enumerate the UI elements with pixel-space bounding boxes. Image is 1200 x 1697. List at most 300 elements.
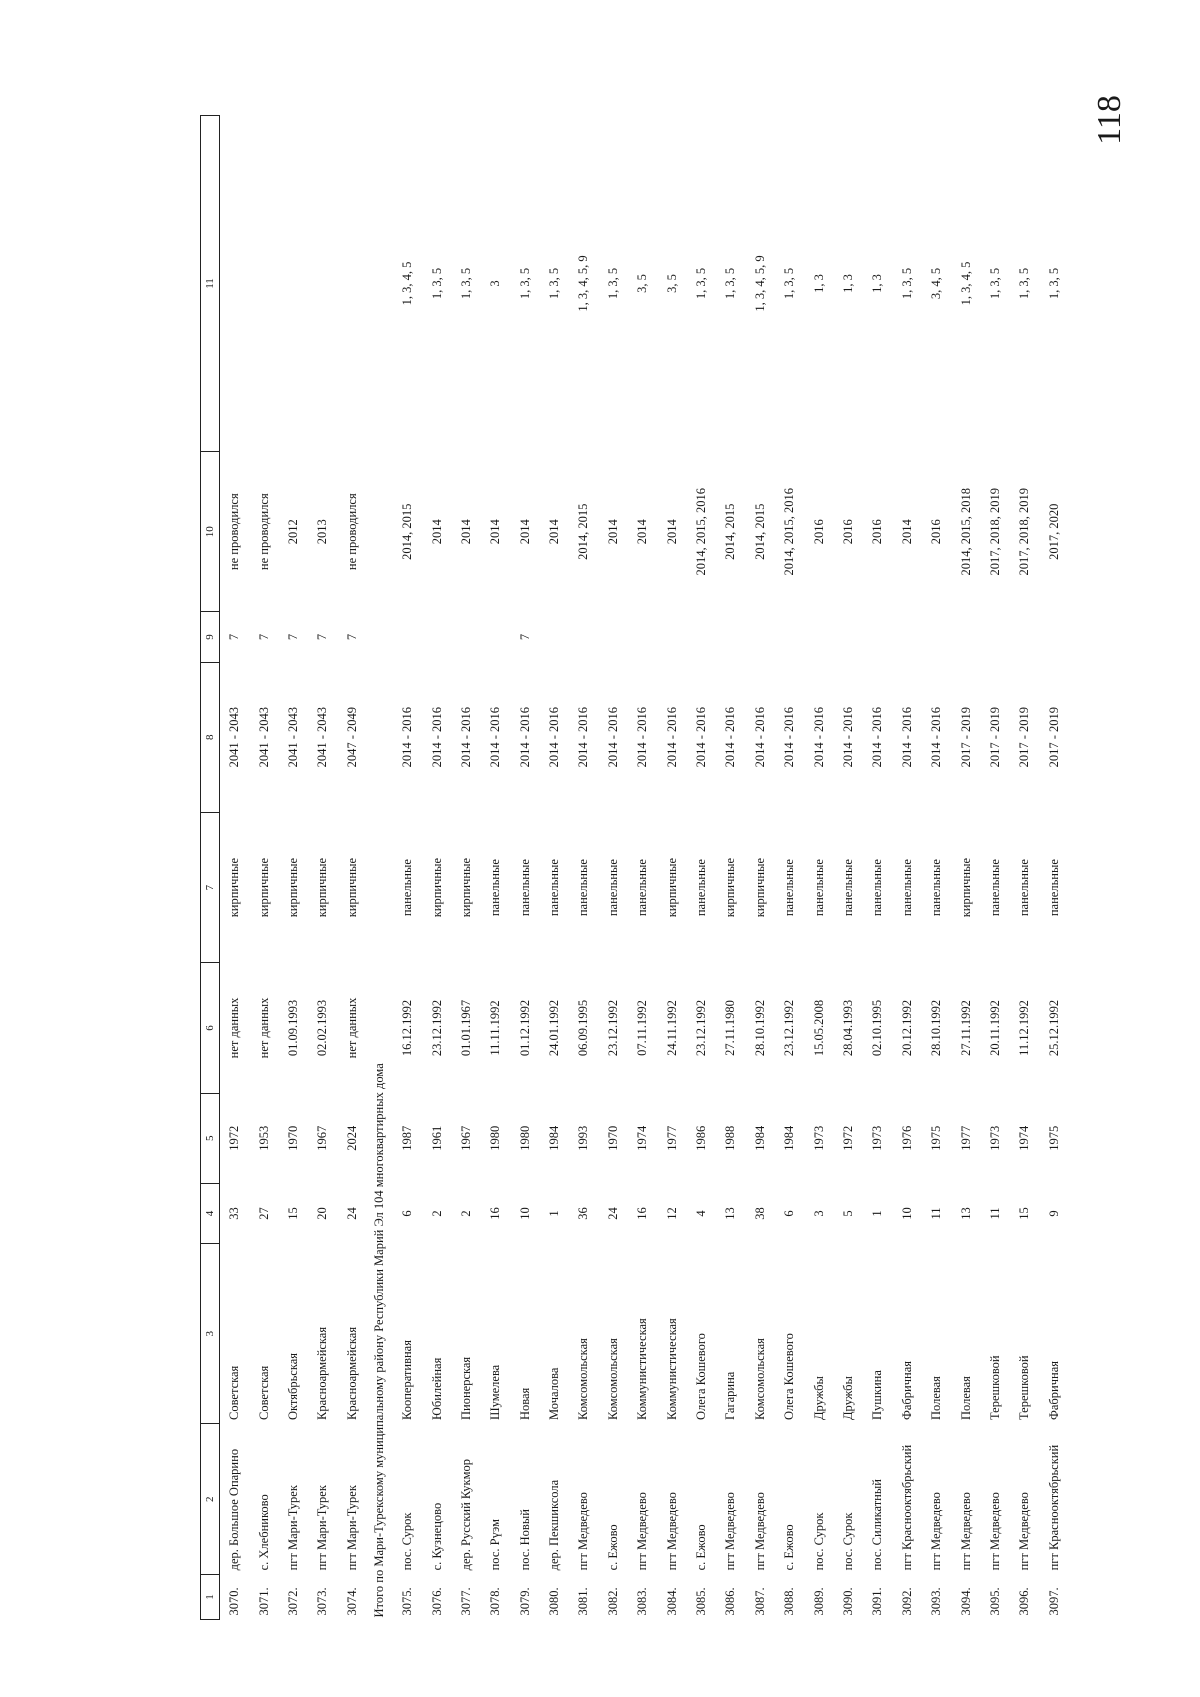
table-row — [569, 116, 598, 1620]
build-year: 1977 — [958, 1125, 973, 1151]
wall-material: кирпичные — [752, 857, 767, 918]
settlement-name: пгт Краснооктябрьский — [899, 1444, 914, 1571]
privatization-date: 02.02.1993 — [315, 999, 330, 1057]
settlement-name: пгт Медведево — [987, 1492, 1002, 1571]
privatization-date: 20.11.1992 — [987, 1000, 1002, 1056]
work-types: 1, 3, 5 — [694, 267, 709, 300]
table-row — [1040, 116, 1069, 1620]
work-types: 1, 3 — [811, 274, 826, 293]
house-number: 13 — [958, 1207, 973, 1220]
wall-material: кирпичные — [429, 857, 444, 918]
house-number: 12 — [664, 1207, 679, 1220]
col-9-value: 7 — [256, 633, 271, 641]
wall-material: кирпичные — [256, 857, 271, 918]
column-number-header: 4 — [201, 1183, 220, 1243]
settlement-name: пос. Рүэм — [488, 1518, 503, 1571]
house-number: 15 — [285, 1207, 300, 1220]
row-number: 3072. — [285, 1587, 300, 1616]
column-number-header: 11 — [201, 116, 220, 452]
repair-years: 2012 — [285, 519, 300, 545]
district-summary-text: Итого по Мари-Турекскому муниципальному району Республики Марий Эл 104 многоквартирных дома — [372, 1063, 387, 1618]
street-name: Мочалова — [547, 1367, 562, 1420]
build-year: 1984 — [547, 1125, 562, 1151]
row-number: 3095. — [987, 1587, 1002, 1616]
settlement-name: пгт Мари-Турек — [344, 1485, 359, 1571]
house-number: 2 — [458, 1210, 473, 1217]
col-9-value — [746, 612, 775, 662]
house-number: 1 — [547, 1210, 562, 1217]
wall-material: кирпичные — [664, 857, 679, 918]
street-name: Полевая — [929, 1376, 944, 1420]
house-number: 16 — [635, 1207, 650, 1220]
table-row — [922, 116, 951, 1620]
street-name: Советская — [227, 1365, 242, 1420]
wall-material: кирпичные — [958, 857, 973, 918]
repair-period: 2014 - 2016 — [517, 707, 532, 768]
row-number: 3089. — [811, 1587, 826, 1616]
wall-material: кирпичные — [344, 857, 359, 918]
column-number-header: 10 — [201, 451, 220, 611]
repair-years: 2014, 2015 — [723, 503, 738, 560]
repair-period: 2014 - 2016 — [723, 707, 738, 768]
column-number-header: 2 — [201, 1424, 220, 1574]
col-9-value: 7 — [517, 633, 532, 641]
column-number-header: 1 — [201, 1574, 220, 1619]
col-9-value — [569, 612, 598, 662]
privatization-date: 28.04.1993 — [841, 999, 855, 1057]
table-row — [746, 116, 775, 1620]
privatization-date: 27.11.1980 — [723, 1000, 738, 1056]
street-name: Дружбы — [841, 1376, 855, 1420]
work-types — [279, 116, 308, 452]
wall-material: кирпичные — [723, 857, 738, 918]
build-year: 1975 — [1046, 1125, 1061, 1151]
street-name: Терешковой — [1017, 1355, 1032, 1420]
table-row — [893, 116, 922, 1620]
table-row — [951, 116, 980, 1620]
street-name: Терешковой — [987, 1355, 1002, 1420]
work-types: 3, 5 — [664, 274, 679, 293]
table-row — [481, 116, 510, 1620]
wall-material: панельные — [547, 859, 562, 917]
house-number: 2 — [429, 1210, 444, 1217]
privatization-date: 27.11.1992 — [958, 1000, 973, 1056]
work-types: 1, 3 — [870, 274, 885, 293]
row-number: 3096. — [1017, 1587, 1032, 1616]
repair-period: 2014 - 2016 — [458, 707, 473, 768]
column-number-header: 3 — [201, 1244, 220, 1424]
col-9-value: 7 — [285, 633, 300, 641]
build-year: 1977 — [664, 1125, 679, 1151]
house-number: 16 — [488, 1207, 503, 1220]
col-9-value — [716, 612, 745, 662]
work-types: 1, 3, 5 — [899, 267, 914, 300]
house-number: 38 — [752, 1207, 767, 1220]
repair-period: 2014 - 2016 — [400, 707, 415, 768]
house-number: 27 — [256, 1207, 271, 1220]
col-9-value: 7 — [344, 633, 359, 641]
row-number: 3090. — [841, 1587, 855, 1616]
row-number: 3073. — [315, 1587, 330, 1616]
build-year: 1987 — [400, 1125, 415, 1151]
work-types: 1, 3, 5 — [723, 267, 738, 300]
table-row — [220, 116, 250, 1620]
column-number-header: 9 — [201, 612, 220, 662]
street-name: Советская — [256, 1365, 271, 1420]
street-name: Пушкина — [870, 1370, 885, 1420]
work-types: 1, 3 — [841, 274, 855, 293]
privatization-date: нет данных — [256, 997, 271, 1059]
wall-material: панельные — [635, 859, 650, 917]
street-name: Октябрьская — [285, 1352, 300, 1420]
wall-material: панельные — [987, 859, 1002, 917]
repair-years: 2014 — [664, 519, 679, 545]
privatization-date: нет данных — [344, 997, 359, 1059]
privatization-date: 23.12.1992 — [782, 999, 797, 1057]
repair-years: 2014, 2015 — [752, 503, 767, 560]
repair-years: 2014, 2015 — [400, 503, 415, 560]
repair-period: 2014 - 2016 — [929, 707, 944, 768]
row-number: 3071. — [256, 1587, 271, 1616]
house-number: 4 — [694, 1210, 709, 1217]
street-name: Красноармейская — [315, 1326, 330, 1420]
street-name: Коммунистическая — [635, 1318, 650, 1420]
street-name: Красноармейская — [344, 1326, 359, 1420]
build-year: 1974 — [1017, 1125, 1032, 1151]
row-number: 3082. — [605, 1587, 620, 1616]
work-types: 3, 5 — [635, 274, 650, 293]
repair-years: 2014, 2015, 2016 — [782, 487, 797, 576]
work-types: 1, 3, 4, 5, 9 — [576, 255, 591, 312]
street-name: Олега Кошевого — [694, 1333, 709, 1420]
repair-period: 2041 - 2043 — [227, 707, 242, 768]
work-types: 1, 3, 5 — [1046, 267, 1061, 300]
street-name: Комсомольская — [605, 1338, 620, 1420]
col-9-value: 7 — [315, 633, 330, 641]
settlement-name: пос. Сурок — [811, 1512, 826, 1571]
column-number-header: 5 — [201, 1093, 220, 1183]
row-number: 3077. — [458, 1587, 473, 1616]
wall-material: панельные — [782, 859, 797, 917]
work-types: 1, 3, 4, 5 — [958, 261, 973, 306]
build-year: 1980 — [517, 1125, 532, 1151]
work-types: 3 — [488, 280, 503, 287]
page-number: 118 — [1091, 95, 1128, 145]
settlement-name: пгт Мари-Турек — [315, 1485, 330, 1571]
repair-years: не проводился — [344, 493, 359, 571]
privatization-date: 23.12.1992 — [694, 999, 709, 1057]
repair-years: 2014 — [635, 519, 650, 545]
privatization-date: 16.12.1992 — [400, 999, 415, 1057]
street-name: Новая — [517, 1387, 532, 1420]
settlement-name: пгт Мари-Турек — [285, 1485, 300, 1571]
settlement-name: пгт Краснооктябрьский — [1046, 1444, 1061, 1571]
repair-period: 2017 - 2019 — [1017, 707, 1032, 768]
settlement-name: дер. Русский Кукмор — [458, 1458, 473, 1571]
street-name: Полевая — [958, 1376, 973, 1420]
repair-years: не проводился — [227, 493, 242, 571]
repair-years: 2016 — [841, 519, 855, 545]
build-year: 1973 — [987, 1125, 1002, 1151]
row-number: 3076. — [429, 1587, 444, 1616]
repair-years: 2014 — [429, 519, 444, 545]
build-year: 1984 — [752, 1125, 767, 1151]
build-year: 1972 — [841, 1125, 855, 1151]
row-number: 3086. — [723, 1587, 738, 1616]
table-row — [981, 116, 1010, 1620]
repair-years: не проводился — [256, 493, 271, 571]
col-9-value — [540, 612, 569, 662]
row-number: 3092. — [899, 1587, 914, 1616]
street-name: Пионерская — [458, 1356, 473, 1420]
col-9-value — [657, 612, 686, 662]
house-number: 6 — [782, 1210, 797, 1217]
work-types: 1, 3, 5 — [782, 267, 797, 300]
build-year: 1970 — [605, 1125, 620, 1151]
repair-period: 2014 - 2016 — [752, 707, 767, 768]
column-number-header: 8 — [201, 662, 220, 812]
row-number: 3097. — [1046, 1587, 1061, 1616]
settlement-name: пос. Силикатный — [870, 1479, 885, 1571]
house-number: 5 — [841, 1210, 855, 1217]
col-9-value — [834, 612, 863, 662]
work-types — [220, 116, 250, 452]
col-9-value — [599, 612, 628, 662]
street-name: Дружбы — [811, 1376, 826, 1420]
row-number: 3085. — [694, 1587, 709, 1616]
build-year: 1972 — [227, 1125, 242, 1151]
repair-period: 2014 - 2016 — [429, 707, 444, 768]
table-row — [804, 116, 833, 1620]
settlement-name: с. Хлебниково — [256, 1494, 271, 1571]
repair-years: 2016 — [929, 519, 944, 545]
build-year: 1993 — [576, 1125, 591, 1151]
settlement-name: пгт Медведево — [576, 1492, 591, 1571]
col-9-value — [804, 612, 833, 662]
privatization-date: 07.11.1992 — [635, 1000, 650, 1056]
house-number: 24 — [344, 1207, 359, 1220]
repair-years: 2016 — [870, 519, 885, 545]
wall-material: панельные — [400, 859, 415, 917]
table-row — [716, 116, 745, 1620]
work-types — [308, 116, 337, 452]
row-number: 3094. — [958, 1587, 973, 1616]
street-name: Юбилейная — [429, 1357, 444, 1420]
wall-material: кирпичные — [285, 857, 300, 918]
settlement-name: пгт Медведево — [958, 1492, 973, 1571]
repair-years: 2017, 2018, 2019 — [1017, 487, 1032, 576]
repair-period: 2014 - 2016 — [899, 707, 914, 768]
repair-period: 2014 - 2016 — [782, 707, 797, 768]
street-name: Комсомольская — [576, 1338, 591, 1420]
house-number: 1 — [870, 1210, 885, 1217]
col-9-value — [628, 612, 657, 662]
repair-period: 2014 - 2016 — [576, 707, 591, 768]
build-year: 2024 — [344, 1125, 359, 1151]
work-types: 1, 3, 5 — [987, 267, 1002, 300]
repair-years: 2014, 2015, 2016 — [694, 487, 709, 576]
col-9-value — [1010, 612, 1039, 662]
table-row — [599, 116, 628, 1620]
col-9-value — [452, 612, 481, 662]
wall-material: панельные — [1017, 859, 1032, 917]
privatization-date: 23.12.1992 — [429, 999, 444, 1057]
repair-years: 2014 — [488, 519, 503, 545]
privatization-date: 02.10.1995 — [870, 999, 885, 1057]
privatization-date: 24.01.1992 — [547, 999, 562, 1057]
settlement-name: с. Ежово — [605, 1524, 620, 1571]
settlement-name: пгт Медведево — [723, 1492, 738, 1571]
house-number: 11 — [929, 1207, 944, 1220]
row-number: 3075. — [400, 1587, 415, 1616]
privatization-date: 23.12.1992 — [605, 999, 620, 1057]
table-row — [249, 116, 278, 1620]
settlement-name: пгт Медведево — [929, 1492, 944, 1571]
work-types: 1, 3, 5 — [605, 267, 620, 300]
privatization-date: 06.09.1995 — [576, 999, 591, 1057]
settlement-name: дер. Пекшиксола — [547, 1479, 562, 1571]
col-9-value — [1040, 612, 1069, 662]
settlement-name: с. Ежово — [782, 1524, 797, 1571]
repair-years: 2017, 2020 — [1046, 503, 1061, 560]
build-year: 1967 — [458, 1125, 473, 1151]
work-types: 3, 4, 5 — [929, 267, 944, 300]
repair-period: 2014 - 2016 — [635, 707, 650, 768]
row-number: 3074. — [344, 1587, 359, 1616]
table-row — [628, 116, 657, 1620]
wall-material: панельные — [694, 859, 709, 917]
street-name: Коммунистическая — [664, 1318, 679, 1420]
settlement-name: пос. Новый — [517, 1509, 532, 1571]
settlement-name: пгт Медведево — [635, 1492, 650, 1571]
repair-period: 2014 - 2016 — [870, 707, 885, 768]
street-name: Комсомольская — [752, 1338, 767, 1420]
settlement-name: пос. Сурок — [841, 1512, 855, 1571]
table-row — [1010, 116, 1039, 1620]
privatization-date: 28.10.1992 — [929, 999, 944, 1057]
repair-period: 2017 - 2019 — [1046, 707, 1061, 768]
wall-material: кирпичные — [458, 857, 473, 918]
settlement-name: дер. Большое Опарино — [227, 1448, 242, 1571]
work-types: 1, 3, 4, 5 — [400, 261, 415, 306]
build-year: 1953 — [256, 1125, 271, 1151]
privatization-date: 20.12.1992 — [899, 999, 914, 1057]
privatization-date: 24.11.1992 — [664, 1000, 679, 1056]
repair-period: 2014 - 2016 — [547, 707, 562, 768]
work-types: 1, 3, 4, 5, 9 — [752, 255, 767, 312]
privatization-date: 15.05.2008 — [811, 999, 826, 1057]
settlement-name: с. Ежово — [694, 1524, 709, 1571]
column-number-header: 6 — [201, 963, 220, 1093]
build-year: 1967 — [315, 1125, 330, 1151]
table-row — [775, 116, 804, 1620]
wall-material: панельные — [811, 859, 826, 917]
house-number: 36 — [576, 1207, 591, 1220]
privatization-date: 01.12.1992 — [517, 999, 532, 1057]
repair-years: 2016 — [811, 519, 826, 545]
wall-material: панельные — [605, 859, 620, 917]
work-types: 1, 3, 5 — [1017, 267, 1032, 300]
house-number: 24 — [605, 1207, 620, 1220]
street-name: Кооперативная — [400, 1340, 415, 1420]
build-year: 1974 — [635, 1125, 650, 1151]
privatization-date: нет данных — [227, 997, 242, 1059]
street-name: Фабричная — [899, 1361, 914, 1420]
build-year: 1975 — [929, 1125, 944, 1151]
table-row — [657, 116, 686, 1620]
work-types: 1, 3, 5 — [429, 267, 444, 300]
repair-years: 2014, 2015 — [576, 503, 591, 560]
settlement-name: пгт Медведево — [752, 1492, 767, 1571]
repair-period: 2041 - 2043 — [285, 707, 300, 768]
build-year: 1980 — [488, 1125, 503, 1151]
repair-years: 2013 — [315, 519, 330, 545]
wall-material: панельные — [1046, 859, 1061, 917]
col-9-value — [775, 612, 804, 662]
house-number: 11 — [987, 1207, 1002, 1220]
privatization-date: 11.11.1992 — [488, 1000, 503, 1056]
repair-period: 2014 - 2016 — [664, 707, 679, 768]
rotated-register-table — [200, 115, 1200, 1620]
table-row — [687, 116, 716, 1620]
repair-period: 2014 - 2016 — [488, 707, 503, 768]
row-number: 3084. — [664, 1587, 679, 1616]
repair-period: 2014 - 2016 — [811, 707, 826, 768]
row-number: 3087. — [752, 1587, 767, 1616]
repair-years: 2014 — [605, 519, 620, 545]
table-row — [863, 116, 892, 1620]
col-9-value — [922, 612, 951, 662]
wall-material: панельные — [576, 859, 591, 917]
repair-period: 2014 - 2016 — [694, 707, 709, 768]
col-9-value — [981, 612, 1010, 662]
row-number: 3083. — [635, 1587, 650, 1616]
table-row — [308, 116, 337, 1620]
repair-years: 2014 — [517, 519, 532, 545]
work-types: 1, 3, 5 — [458, 267, 473, 300]
row-number: 3088. — [782, 1587, 797, 1616]
column-number-header-row — [201, 116, 220, 1620]
repair-years: 2017, 2018, 2019 — [987, 487, 1002, 576]
table-row — [338, 116, 367, 1620]
settlement-name: пос. Сурок — [400, 1512, 415, 1571]
repair-period: 2017 - 2019 — [958, 707, 973, 768]
privatization-date: 11.12.1992 — [1017, 1000, 1032, 1056]
row-number: 3080. — [547, 1587, 562, 1616]
col-9-value: 7 — [227, 633, 242, 641]
repair-period: 2014 - 2016 — [605, 707, 620, 768]
house-number: 20 — [315, 1207, 330, 1220]
repair-period: 2017 - 2019 — [987, 707, 1002, 768]
settlement-name: пгт Медведево — [664, 1492, 679, 1571]
wall-material: панельные — [841, 859, 855, 917]
table-row — [511, 116, 540, 1620]
district-summary-row — [367, 116, 393, 1620]
work-types: 1, 3, 5 — [517, 267, 532, 300]
privatization-date: 25.12.1992 — [1046, 999, 1061, 1057]
wall-material: панельные — [899, 859, 914, 917]
privatization-date: 01.09.1993 — [285, 999, 300, 1057]
privatization-date: 28.10.1992 — [752, 999, 767, 1057]
row-number: 3093. — [929, 1587, 944, 1616]
table-row — [422, 116, 451, 1620]
row-number: 3081. — [576, 1587, 591, 1616]
build-year: 1976 — [899, 1125, 914, 1151]
street-name: Шумелева — [488, 1364, 503, 1420]
wall-material: панельные — [517, 859, 532, 917]
build-year: 1986 — [694, 1125, 709, 1151]
build-year: 1988 — [723, 1125, 738, 1151]
